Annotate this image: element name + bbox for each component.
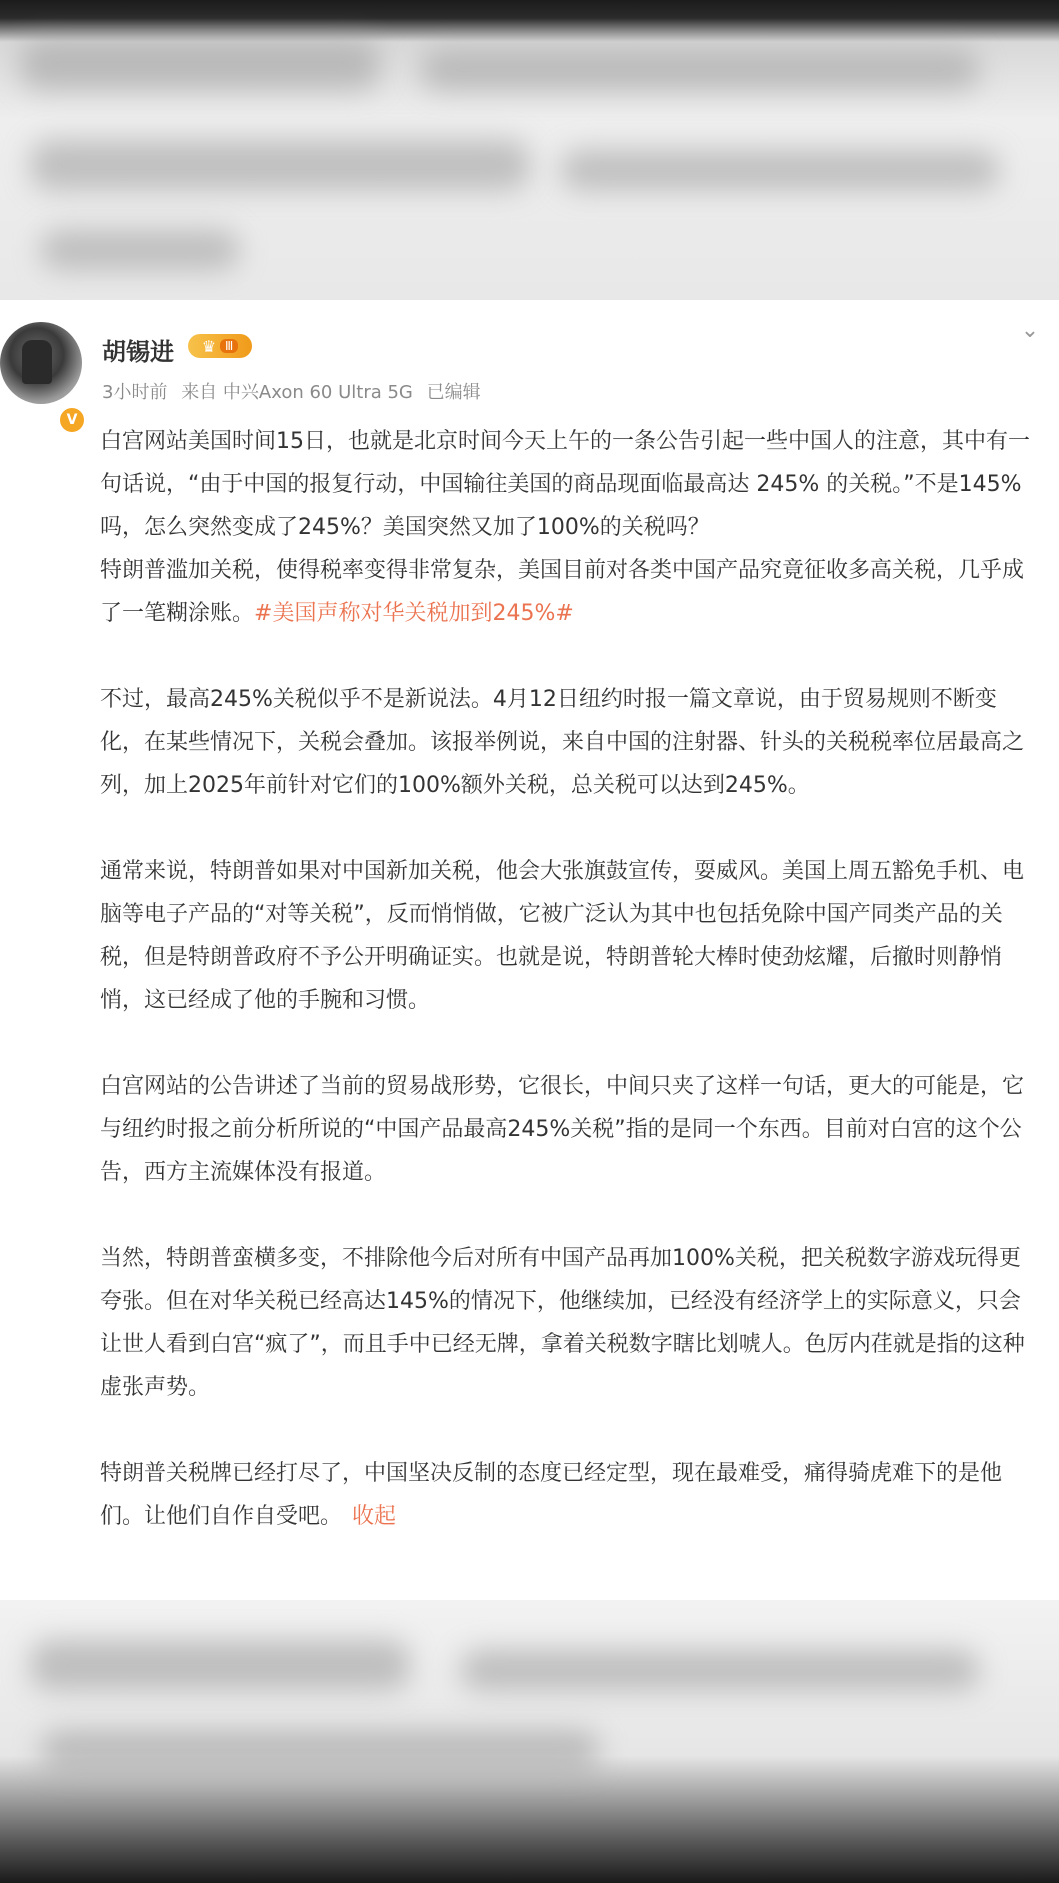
hashtag-link[interactable]: #美国声称对华关税加到245%# [254,601,574,626]
paragraph-3: 不过，最高245%关税似乎不是新说法。4月12日纽约时报一篇文章说，由于贸易规则不断变化，在某些情况下，关税会叠加。该报举例说，来自中国的注射器、针头的关税税率位居最高之列，加上2025年前针对它们的100%额外关税，总关税可以达到245%。 [100,687,1025,798]
paragraph-1: 白宫网站美国时间15日，也就是北京时间今天上午的一条公告引起一些中国人的注意，其中有一句话说，“由于中国的报复行动，中国输往美国的商品现面临最高达 245% 的关税。”不是145%吗，怎么突然变成了245%？美国突然又加了100%的关税吗？ [100,429,1030,540]
vip-level: Ⅲ [220,339,238,353]
chevron-down-icon[interactable]: ⌄ [1020,318,1040,343]
spacer [100,1022,1040,1065]
paragraph-6: 当然，特朗普蛮横多变，不排除他今后对所有中国产品再加100%关税，把关税数字游戏玩得更夸张。但在对华关税已经高达145%的情况下，他继续加，已经没有经济学上的实际意义，只会让世人看到白宫“疯了”，而且手中已经无牌，拿着关税数字瞎比划唬人。色厉内荏就是指的这种虚张声势。 [100,1246,1025,1400]
paragraph-2 [100,549,1040,635]
spacer [100,1409,1040,1452]
paragraph-5: 白宫网站的公告讲述了当前的贸易战形势，它很长，中间只夹了这样一句话，更大的可能是，它与纽约时报之前分析所说的“中国产品最高245%关税”指的是同一个东西。目前对白宫的这个公告，西方主流媒体没有报道。 [100,1074,1025,1185]
spacer [100,807,1040,850]
spacer [100,635,1040,678]
blurred-previous-post [0,0,1059,300]
post-meta [102,378,489,404]
verified-icon: V [58,406,86,434]
edited-label[interactable]: 已编辑 [426,382,481,403]
post-content [100,420,1040,1538]
paragraph-2-text: 特朗普滥加关税，使得税率变得非常复杂，美国目前对各类中国产品究竟征收多高关税，几乎成了一笔糊涂账。 [100,558,1025,626]
avatar[interactable] [0,322,82,428]
collapse-link[interactable]: 收起 [352,1504,397,1529]
paragraph-7-text: 特朗普关税牌已经打尽了，中国坚决反制的态度已经定型，现在最难受，痛得骑虎难下的是他们。让他们自作自受吧。 [100,1461,1003,1529]
vip-badge[interactable] [188,334,252,358]
post-time[interactable]: 3小时前 [102,382,168,403]
avatar-figure [22,340,52,384]
post-source: 来自 中兴Axon 60 Ultra 5G [181,382,413,403]
crown-icon: ♛ [201,336,217,356]
spacer [100,1194,1040,1237]
paragraph-7 [100,1452,1040,1538]
paragraph-4: 通常来说，特朗普如果对中国新加关税，他会大张旗鼓宣传，耍威风。美国上周五豁免手机、电脑等电子产品的“对等关税”，反而悄悄做，它被广泛认为其中也包括免除中国产同类产品的关税，但是特朗普政府不予公开明确证实。也就是说，特朗普轮大棒时使劲炫耀，后撤时则静悄悄，这已经成了他的手腕和习惯。 [100,859,1025,1013]
author-name[interactable]: 胡锡进 [102,338,174,366]
blurred-next-post [0,1600,1059,1883]
